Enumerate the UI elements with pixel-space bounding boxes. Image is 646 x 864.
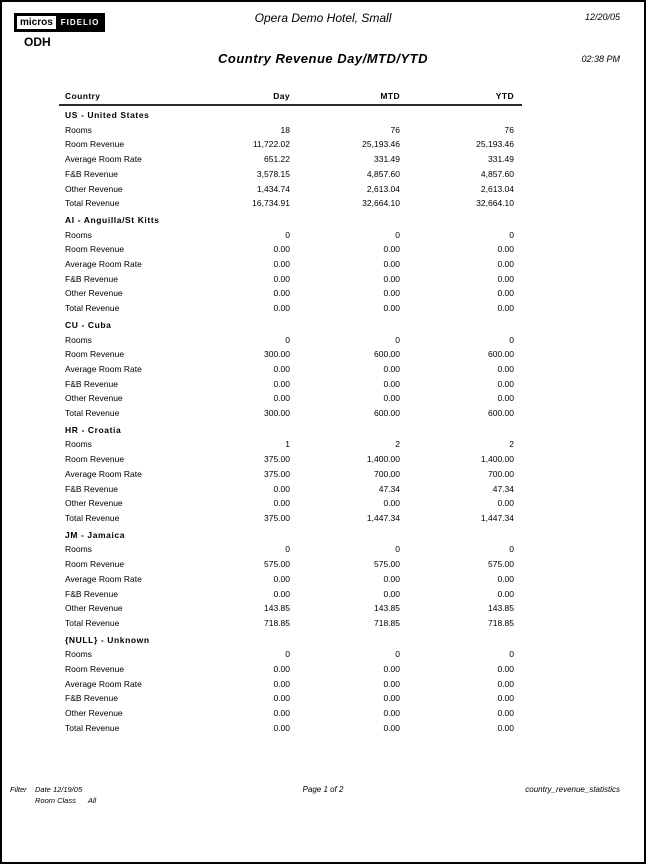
country-section-label: AI - Anguilla/St Kitts xyxy=(65,214,160,225)
metric-value-ytd: 1,400.00 xyxy=(480,454,514,465)
table-row xyxy=(59,691,522,706)
metric-label: Other Revenue xyxy=(65,288,123,299)
metric-value-mtd: 47.34 xyxy=(378,483,400,494)
table-row xyxy=(59,601,522,616)
metric-value-day: 0.00 xyxy=(273,288,290,299)
table-row xyxy=(59,511,522,526)
metric-value-ytd: 718.85 xyxy=(488,617,514,628)
table-row xyxy=(59,152,522,167)
filter-date-label: Date xyxy=(35,785,51,794)
metric-value-mtd: 600.00 xyxy=(374,408,400,419)
metric-value-day: 0 xyxy=(285,229,290,240)
print-time: 02:38 PM xyxy=(581,54,620,64)
metric-label: F&B Revenue xyxy=(65,273,118,284)
table-row xyxy=(59,347,522,362)
table-row xyxy=(59,542,522,557)
metric-value-ytd: 0.00 xyxy=(497,273,514,284)
metric-label: Total Revenue xyxy=(65,303,120,314)
page-number: Page 1 of 2 xyxy=(302,785,344,794)
metric-value-mtd: 2,613.04 xyxy=(366,183,400,194)
column-header-mtd: MTD xyxy=(290,88,400,105)
section-header-row xyxy=(59,421,522,438)
metric-label: Rooms xyxy=(65,229,92,240)
metric-value-ytd: 0.00 xyxy=(497,664,514,675)
metric-label: Other Revenue xyxy=(65,183,123,194)
metric-label: Room Revenue xyxy=(65,664,125,675)
country-section-label: US - United States xyxy=(65,110,150,120)
table-row xyxy=(59,406,522,421)
table-body xyxy=(59,105,522,736)
table-row xyxy=(59,301,522,316)
metric-value-day: 0 xyxy=(285,544,290,555)
metric-value-mtd: 32,664.10 xyxy=(362,198,400,209)
metric-value-day: 143.85 xyxy=(264,603,290,614)
table-row xyxy=(59,286,522,301)
metric-value-mtd: 0.00 xyxy=(383,273,400,284)
table-row xyxy=(59,182,522,197)
metric-value-day: 375.00 xyxy=(264,468,290,479)
section-header-row xyxy=(59,631,522,648)
metric-label: Room Revenue xyxy=(65,244,125,255)
metric-value-day: 0.00 xyxy=(273,303,290,314)
metric-value-mtd: 0.00 xyxy=(383,678,400,689)
metric-value-day: 0 xyxy=(285,649,290,660)
metric-value-ytd: 0.00 xyxy=(497,363,514,374)
table-row xyxy=(59,677,522,692)
table-row xyxy=(59,557,522,572)
metric-label: Total Revenue xyxy=(65,408,120,419)
room-class-value: All xyxy=(87,796,97,805)
metric-label: Other Revenue xyxy=(65,708,123,719)
table-row xyxy=(59,362,522,377)
table-header-row xyxy=(59,88,522,105)
metric-label: Other Revenue xyxy=(65,393,123,404)
print-date: 12/20/05 xyxy=(584,12,620,22)
metric-value-ytd: 1,447.34 xyxy=(480,512,514,523)
metric-value-ytd: 25,193.46 xyxy=(476,139,514,150)
section-header-row xyxy=(59,316,522,333)
metric-value-ytd: 0.00 xyxy=(497,288,514,299)
metric-value-day: 0.00 xyxy=(273,573,290,584)
metric-value-day: 16,734.91 xyxy=(252,198,290,209)
metric-value-mtd: 0.00 xyxy=(383,303,400,314)
table-row xyxy=(59,167,522,182)
metric-value-mtd: 0.00 xyxy=(383,722,400,733)
country-section-label: JM - Jamaica xyxy=(65,529,126,540)
table-row xyxy=(59,647,522,662)
metric-value-day: 0.00 xyxy=(273,678,290,689)
table-row xyxy=(59,196,522,211)
table-header xyxy=(59,88,522,105)
metric-value-day: 0.00 xyxy=(273,273,290,284)
metric-value-mtd: 0.00 xyxy=(383,378,400,389)
metric-value-mtd: 700.00 xyxy=(374,468,400,479)
metric-value-ytd: 2,613.04 xyxy=(480,183,514,194)
metric-value-day: 651.22 xyxy=(264,154,290,165)
metric-label: F&B Revenue xyxy=(65,693,118,704)
metric-value-mtd: 331.49 xyxy=(374,154,400,165)
metric-label: Rooms xyxy=(65,124,92,135)
footer-filter-line2 xyxy=(35,795,96,806)
table-row xyxy=(59,377,522,392)
hotel-name: Opera Demo Hotel, Small xyxy=(254,11,392,25)
metric-value-ytd: 600.00 xyxy=(488,349,514,360)
table-row xyxy=(59,496,522,511)
metric-value-ytd: 0.00 xyxy=(497,588,514,599)
metric-label: Total Revenue xyxy=(65,512,120,523)
metric-value-ytd: 331.49 xyxy=(488,154,514,165)
metric-value-mtd: 76 xyxy=(390,124,400,135)
metric-value-mtd: 2 xyxy=(395,439,400,450)
metric-label: Total Revenue xyxy=(65,722,120,733)
table-row xyxy=(59,272,522,287)
metric-value-day: 0.00 xyxy=(273,244,290,255)
metric-value-ytd: 575.00 xyxy=(488,559,514,570)
metric-value-mtd: 718.85 xyxy=(374,617,400,628)
table-row xyxy=(59,228,522,243)
metric-value-mtd: 0.00 xyxy=(383,588,400,599)
metric-value-ytd: 4,857.60 xyxy=(480,168,514,179)
metric-value-mtd: 0.00 xyxy=(383,693,400,704)
metric-label: Room Revenue xyxy=(65,349,125,360)
metric-label: Rooms xyxy=(65,544,92,555)
table-row xyxy=(59,137,522,152)
table-row xyxy=(59,242,522,257)
table-row xyxy=(59,437,522,452)
table-row xyxy=(59,706,522,721)
metric-value-day: 0.00 xyxy=(273,259,290,270)
micros-logo-text: micros xyxy=(16,15,57,30)
metric-value-mtd: 0 xyxy=(395,229,400,240)
country-section-label: HR - Croatia xyxy=(65,424,122,435)
metric-value-ytd: 0 xyxy=(509,229,514,240)
section-header-row xyxy=(59,526,522,543)
metric-value-mtd: 1,400.00 xyxy=(366,454,400,465)
metric-label: Average Room Rate xyxy=(65,468,142,479)
metric-value-day: 0.00 xyxy=(273,708,290,719)
metric-label: Total Revenue xyxy=(65,617,120,628)
table-row xyxy=(59,721,522,736)
metric-value-day: 11,722.02 xyxy=(252,139,290,150)
metric-value-mtd: 0.00 xyxy=(383,363,400,374)
metric-label: F&B Revenue xyxy=(65,588,118,599)
metric-value-day: 575.00 xyxy=(264,559,290,570)
metric-value-mtd: 575.00 xyxy=(374,559,400,570)
metric-value-mtd: 0.00 xyxy=(383,708,400,719)
report-title: Country Revenue Day/MTD/YTD xyxy=(218,51,428,66)
metric-value-mtd: 0 xyxy=(395,649,400,660)
table-row xyxy=(59,123,522,138)
metric-value-day: 0.00 xyxy=(273,722,290,733)
metric-label: F&B Revenue xyxy=(65,378,118,389)
country-revenue-table xyxy=(59,88,522,736)
table-row xyxy=(59,482,522,497)
metric-value-day: 0.00 xyxy=(273,483,290,494)
metric-value-day: 300.00 xyxy=(264,349,290,360)
metric-value-mtd: 0.00 xyxy=(383,664,400,675)
metric-label: Rooms xyxy=(65,334,92,345)
metric-value-mtd: 0.00 xyxy=(383,288,400,299)
table-row xyxy=(59,467,522,482)
metric-value-ytd: 0.00 xyxy=(497,678,514,689)
metric-label: F&B Revenue xyxy=(65,483,118,494)
country-section-label: CU - Cuba xyxy=(65,319,112,330)
report-file-name: country_revenue_statistics xyxy=(525,785,620,794)
metric-value-day: 0 xyxy=(285,334,290,345)
table-row xyxy=(59,391,522,406)
metric-value-day: 0.00 xyxy=(273,498,290,509)
metric-value-mtd: 4,857.60 xyxy=(366,168,400,179)
metric-value-mtd: 0 xyxy=(395,544,400,555)
metric-value-mtd: 1,447.34 xyxy=(366,512,400,523)
metric-label: Rooms xyxy=(65,649,92,660)
metric-value-mtd: 143.85 xyxy=(374,603,400,614)
fidelio-logo-text: FIDELIO xyxy=(60,18,100,27)
metric-value-ytd: 0.00 xyxy=(497,693,514,704)
section-header-row xyxy=(59,105,522,123)
metric-value-mtd: 0.00 xyxy=(383,244,400,255)
metric-value-mtd: 0.00 xyxy=(383,498,400,509)
metric-value-day: 375.00 xyxy=(264,512,290,523)
metric-value-day: 0.00 xyxy=(273,393,290,404)
metric-label: Average Room Rate xyxy=(65,154,142,165)
metric-label: Total Revenue xyxy=(65,198,120,209)
metric-label: Room Revenue xyxy=(65,454,125,465)
country-section-label: {NULL} - Unknown xyxy=(65,634,150,645)
metric-value-mtd: 0.00 xyxy=(383,573,400,584)
filter-label: Filter xyxy=(10,785,27,794)
metric-value-ytd: 0.00 xyxy=(497,498,514,509)
column-header-day: Day xyxy=(189,88,290,105)
metric-value-ytd: 0.00 xyxy=(497,244,514,255)
metric-value-day: 0.00 xyxy=(273,588,290,599)
table-row xyxy=(59,257,522,272)
metric-label: Room Revenue xyxy=(65,139,125,150)
column-header-ytd: YTD xyxy=(400,88,522,105)
metric-value-day: 300.00 xyxy=(264,408,290,419)
column-header-country: Country xyxy=(59,88,189,105)
metric-label: F&B Revenue xyxy=(65,168,118,179)
metric-value-ytd: 0.00 xyxy=(497,393,514,404)
metric-value-day: 0.00 xyxy=(273,664,290,675)
table-row xyxy=(59,333,522,348)
metric-label: Other Revenue xyxy=(65,498,123,509)
metric-label: Average Room Rate xyxy=(65,259,142,270)
metric-value-mtd: 0.00 xyxy=(383,259,400,270)
metric-value-ytd: 600.00 xyxy=(488,408,514,419)
metric-value-day: 0.00 xyxy=(273,693,290,704)
metric-value-day: 0.00 xyxy=(273,363,290,374)
metric-value-day: 1 xyxy=(285,439,290,450)
metric-value-day: 0.00 xyxy=(273,378,290,389)
section-header-row xyxy=(59,211,522,228)
table-row xyxy=(59,572,522,587)
metric-label: Average Room Rate xyxy=(65,678,142,689)
metric-value-ytd: 0.00 xyxy=(497,722,514,733)
metric-value-ytd: 0 xyxy=(509,334,514,345)
metric-value-mtd: 0 xyxy=(395,334,400,345)
metric-label: Average Room Rate xyxy=(65,363,142,374)
hotel-code: ODH xyxy=(24,35,51,49)
filter-date-value: 12/19/05 xyxy=(52,785,83,794)
metric-value-day: 18 xyxy=(280,124,290,135)
metric-label: Average Room Rate xyxy=(65,573,142,584)
metric-value-ytd: 47.34 xyxy=(492,483,514,494)
metric-value-ytd: 0 xyxy=(509,544,514,555)
metric-value-ytd: 0 xyxy=(509,649,514,660)
metric-value-day: 3,578.15 xyxy=(256,168,290,179)
metric-value-day: 718.85 xyxy=(264,617,290,628)
metric-value-mtd: 0.00 xyxy=(383,393,400,404)
metric-value-ytd: 0.00 xyxy=(497,378,514,389)
metric-value-ytd: 0.00 xyxy=(497,708,514,719)
metric-value-ytd: 76 xyxy=(504,124,514,135)
metric-value-mtd: 600.00 xyxy=(374,349,400,360)
metric-label: Room Revenue xyxy=(65,559,125,570)
metric-value-ytd: 0.00 xyxy=(497,573,514,584)
metric-value-ytd: 143.85 xyxy=(488,603,514,614)
metric-value-ytd: 32,664.10 xyxy=(476,198,514,209)
metric-value-ytd: 0.00 xyxy=(497,303,514,314)
metric-label: Rooms xyxy=(65,439,92,450)
metric-label: Other Revenue xyxy=(65,603,123,614)
room-class-label: Room Class xyxy=(35,796,76,805)
table-row xyxy=(59,452,522,467)
metric-value-mtd: 25,193.46 xyxy=(362,139,400,150)
metric-value-ytd: 700.00 xyxy=(488,468,514,479)
metric-value-ytd: 0.00 xyxy=(497,259,514,270)
metric-value-day: 375.00 xyxy=(264,454,290,465)
table-row xyxy=(59,587,522,602)
table-row xyxy=(59,662,522,677)
table-row xyxy=(59,616,522,631)
metric-value-ytd: 2 xyxy=(509,439,514,450)
metric-value-day: 1,434.74 xyxy=(256,183,290,194)
